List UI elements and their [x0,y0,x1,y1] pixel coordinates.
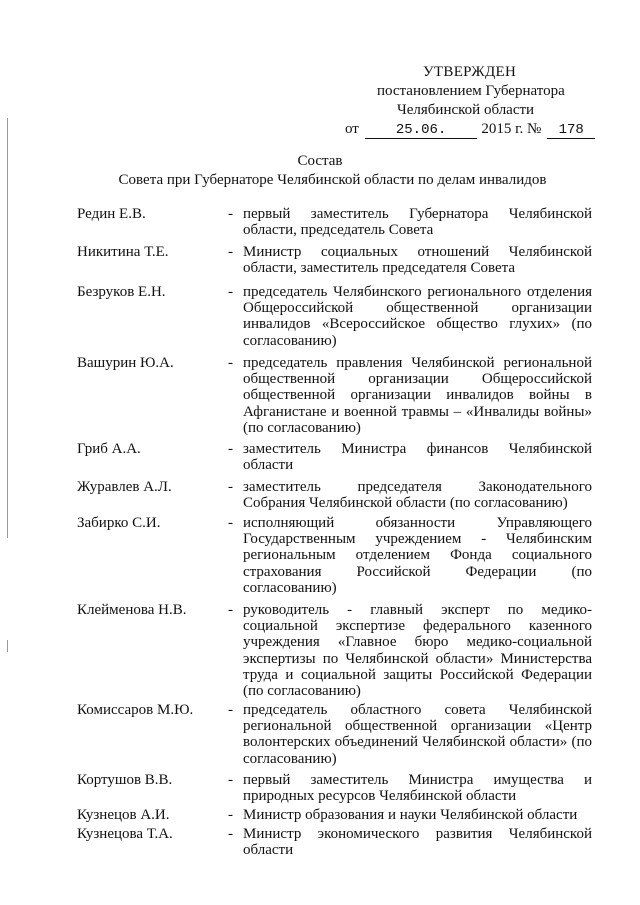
left-margin-mark-lower [7,640,8,652]
member-role: первый заместитель Министра имущества и природных ресурсов Челябинской области [243,772,592,805]
member-row [77,441,592,479]
document-heading [0,152,640,190]
member-row [77,284,592,355]
member-role: председатель областного совета Челябинской региональной общественной организации «Центр волонтерских объединений Челябинской области» (по согласованию) [243,702,592,767]
member-name: Журавлев А.Л. [77,479,172,495]
member-name: Забирко С.И. [77,515,161,531]
heading-title: Состав [297,153,343,169]
member-row [77,479,592,515]
member-role: исполняющий обязанности Управляющего Государственным учреждением - Челябинским региональным отделением Фонда социального страхования Российской Федерации (по согласованию) [243,515,592,596]
member-role: председатель правления Челябинской региональной общественной организации Общероссийской общественной организации инвалидов войны в Афганистане и военной травмы – «Инвалиды войны» (по согласованию) [243,355,592,436]
member-row [77,826,592,860]
member-row [77,244,592,284]
member-row [77,807,592,826]
member-role: Министр социальных отношений Челябинской области, заместитель председателя Совета [243,244,592,277]
member-name: Кузнецов А.И. [77,807,170,823]
approval-from-label: от [345,121,359,137]
heading-subtitle: Совета при Губернаторе Челябинской области по делам инвалидов [118,172,547,188]
member-dash: - [228,826,233,842]
members-list [77,206,592,860]
member-dash: - [228,479,233,495]
member-name: Никитина Т.Е. [77,244,169,260]
member-row [77,602,592,702]
approval-year-suffix: 2015 г. № [481,121,542,137]
member-dash: - [228,807,233,823]
member-name: Безруков Е.Н. [77,284,166,300]
member-name: Клейменова Н.В. [77,602,187,618]
member-dash: - [228,515,233,531]
member-name: Кортушов В.В. [77,772,173,788]
approval-date-row [345,120,595,139]
member-dash: - [228,772,233,788]
member-role: заместитель председателя Законодательного Собрания Челябинской области (по согласованию) [243,479,592,512]
member-name: Комиссаров М.Ю. [77,702,194,718]
approval-date: 25.06. [365,122,477,139]
member-dash: - [228,284,233,300]
member-row [77,206,592,244]
member-dash: - [228,702,233,718]
member-dash: - [228,441,233,457]
member-name: Гриб А.А. [77,441,141,457]
member-name: Редин Е.В. [77,206,146,222]
member-role: председатель Челябинского регионального отделения Общероссийской общественной организации инвалидов «Всероссийское общество глухих» (по согласованию) [243,284,592,349]
member-name: Вашурин Ю.А. [77,355,174,371]
approval-number: 178 [547,122,595,139]
approval-line1: постановлением Губернатора [377,83,565,99]
member-dash: - [228,602,233,618]
member-dash: - [228,355,233,371]
member-row [77,772,592,807]
member-row [77,515,592,602]
member-role: руководитель - главный эксперт по медико-социальной экспертизе федерального казенного учреждения «Главное бюро медико-социальной экспертизы по Челябинской области» Министерства труда и социальной защиты Российской Федерации (по согласованию) [243,602,592,700]
member-dash: - [228,244,233,260]
approval-title: УТВЕРЖДЕН [423,64,517,80]
member-row [77,355,592,441]
member-dash: - [228,206,233,222]
member-role: заместитель Министра финансов Челябинской области [243,441,592,474]
approval-block [345,63,595,139]
member-name: Кузнецова Т.А. [77,826,173,842]
member-row [77,702,592,772]
member-role: первый заместитель Губернатора Челябинской области, председатель Совета [243,206,592,239]
member-role: Министр образования и науки Челябинской области [243,807,578,823]
member-role: Министр экономического развития Челябинской области [243,826,592,859]
approval-line2: Челябинской области [397,102,535,118]
